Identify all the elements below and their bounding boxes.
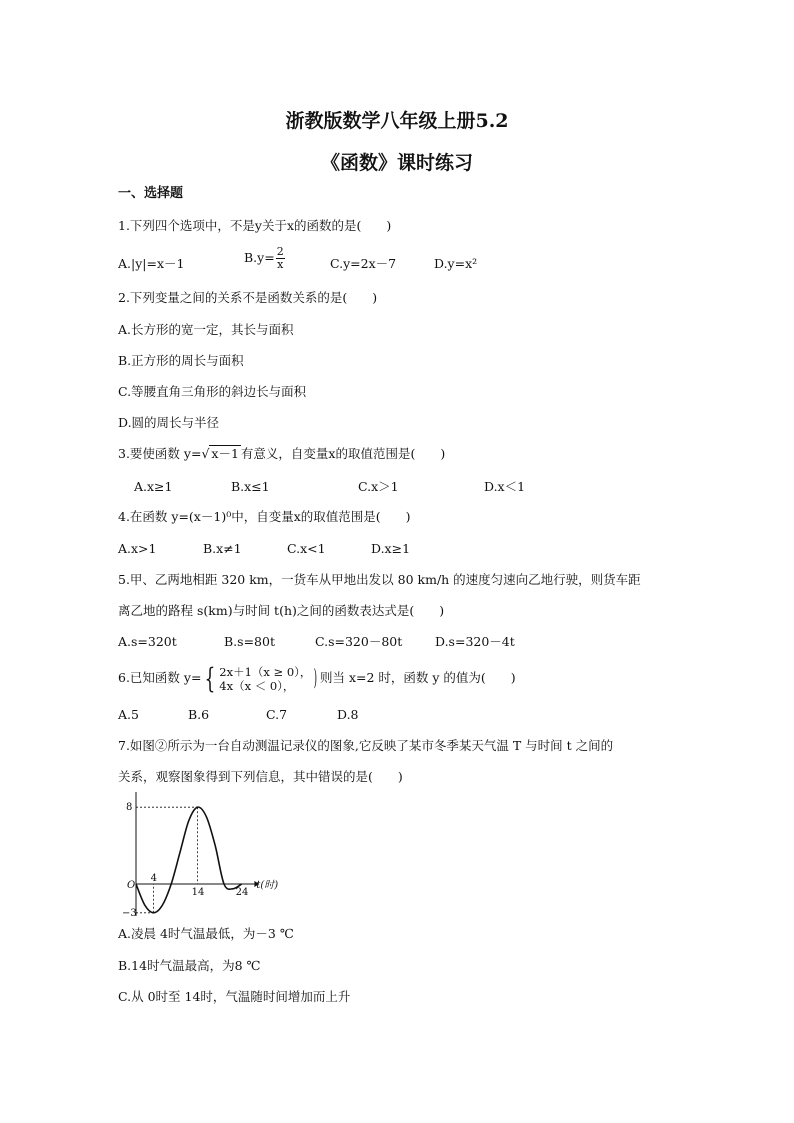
q1-stem: 1.下列四个选项中，不是y关于x的函数的是( ) [118, 218, 392, 233]
q4-option-a: A.x>1 [118, 541, 157, 556]
temperature-chart [114, 792, 294, 916]
x-axis-label: t(时) [256, 880, 279, 891]
q6-piece-2: 4x（x ＜ 0）， [219, 678, 295, 693]
q7-stem-line2: 关系，观察图象得到下列信息，其中错误的是( ) [118, 769, 403, 784]
temperature-curve [136, 807, 242, 913]
q4-option-b: B.x≠1 [203, 541, 242, 556]
q1-option-b-denominator: x [277, 258, 284, 271]
q3-option-b: B.x≤1 [231, 479, 270, 494]
q6-stem [118, 663, 516, 693]
q4-stem: 4.在函数 y=(x－1)⁰中，自变量x的取值范围是( ) [118, 509, 411, 524]
q5-stem-line1: 5.甲、乙两地相距 320 km，一货车从甲地出发以 80 km/h 的速度匀速向乙地行驶，则货车距 [118, 572, 641, 587]
q4-option-c: C.x<1 [287, 541, 326, 556]
q3-sqrt: √ x－1 [201, 446, 239, 461]
q3-stem-suffix: 有意义，自变量x的取值范围是( ) [240, 446, 446, 461]
q7-option-a: A.凌晨 4时气温最低，为－3 ℃ [118, 926, 294, 941]
q6-option-c: C.7 [266, 707, 288, 722]
x-tick-label: 14 [191, 887, 205, 898]
q3-option-c: C.x＞1 [358, 479, 399, 494]
q3-stem-prefix: 3.要使函数 y= [118, 446, 202, 461]
q1-option-c: C.y=2x－7 [330, 256, 397, 271]
q3-option-d: D.x＜1 [484, 479, 526, 494]
y-tick-label: −3 [122, 907, 137, 916]
q6-piecewise [219, 665, 311, 693]
q1-option-b-numerator: 2 [276, 245, 284, 258]
q6-option-d: D.8 [337, 707, 359, 722]
q1-option-a: A.|y|=x－1 [118, 256, 185, 271]
q1-option-b-fraction [276, 246, 285, 271]
q5-option-a: A.s=320t [118, 634, 177, 649]
q6-stem-prefix: 6.已知函数 y= [118, 670, 202, 685]
q1-option-b-prefix: B.y= [244, 250, 275, 265]
y-tick-label: 8 [126, 802, 133, 814]
q6-piece-1: 2x＋1（x ≥ 0）， [219, 664, 312, 679]
x-tick-label: 4 [150, 873, 157, 884]
q3-stem [118, 446, 445, 462]
q6-option-a: A.5 [118, 707, 139, 722]
q6-option-b: B.6 [188, 707, 210, 722]
q7-stem-line1: 7.如图②所示为一台自动测温记录仪的图象,它反映了某市冬季某天气温 T 与时间 t 之间的 [118, 738, 614, 753]
q5-stem-line2: 离乙地的路程 s(km)与时间 t(h)之间的函数表达式是( ) [118, 603, 445, 618]
q4-option-d: D.x≥1 [371, 541, 411, 556]
section-heading: 一、选择题 [118, 186, 184, 201]
origin-label: O [127, 880, 136, 891]
x-tick-label: 24 [235, 887, 249, 898]
q5-option-b: B.s=80t [224, 634, 275, 649]
document-subtitle: 《函数》课时练习 [320, 152, 473, 174]
q5-option-c: C.s=320－80t [315, 634, 403, 649]
q6-stem-suffix: 则当 x=2 时，函数 y 的值为( ) [319, 670, 516, 685]
q7-option-c: C.从 0时至 14时，气温随时间增加而上升 [118, 989, 351, 1004]
q3-radicand: x－1 [211, 446, 239, 461]
document-title: 浙教版数学八年级上册5.2 [285, 110, 509, 132]
q2-option-c: C.等腰直角三角形的斜边长与面积 [118, 384, 307, 399]
q2-option-d: D.圆的周长与半径 [118, 415, 220, 430]
chart-labels [122, 792, 278, 916]
q2-option-a: A.长方形的宽一定，其长与面积 [118, 322, 294, 337]
q1-option-d: D.y=x² [434, 256, 478, 271]
q7-option-b: B.14时气温最高，为8 ℃ [118, 958, 261, 973]
q1-option-b [244, 246, 286, 271]
q6-right-brace: ) [313, 665, 318, 691]
q2-option-b: B.正方形的周长与面积 [118, 353, 244, 368]
q5-option-d: D.s=320－4t [435, 634, 515, 649]
q3-option-a: A.x≥1 [134, 479, 173, 494]
q6-left-brace: { [205, 661, 216, 695]
q2-stem: 2.下列变量之间的关系不是函数关系的是( ) [118, 290, 378, 305]
